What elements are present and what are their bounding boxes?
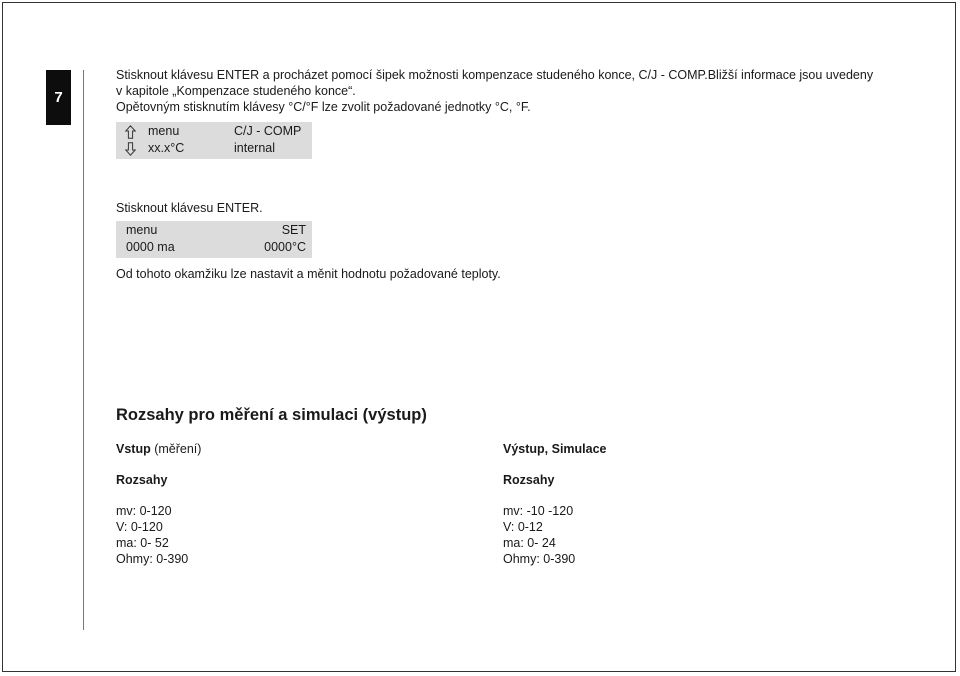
output-column-header: Výstup, Simulace bbox=[503, 442, 607, 456]
range-item: mv: -10 -120 bbox=[503, 504, 574, 518]
range-item: Ohmy: 0-390 bbox=[116, 552, 189, 566]
output-subheader: Rozsahy bbox=[503, 473, 555, 487]
input-ranges-column bbox=[116, 441, 201, 567]
page-number: 7 bbox=[54, 89, 63, 106]
display-current: 0000 ma bbox=[126, 240, 175, 254]
intro-line-3: Opětovným stisknutím klávesy °C/°F lze zvolit požadované jednotky °C, °F. bbox=[116, 100, 531, 114]
display-label-menu: menu bbox=[148, 124, 180, 138]
display-label-menu: menu bbox=[126, 223, 158, 237]
range-item: ma: 0- 52 bbox=[116, 536, 169, 550]
range-item: ma: 0- 24 bbox=[503, 536, 556, 550]
intro-line-1: Stisknout klávesu ENTER a procházet pomocí šipek možnosti kompenzace studeného konce, C/J - COMP.Bližší informace jsou uvedeny bbox=[116, 68, 874, 82]
range-item: V: 0-12 bbox=[503, 520, 543, 534]
range-item: V: 0-120 bbox=[116, 520, 163, 534]
display-value-set: SET bbox=[281, 223, 306, 237]
input-header-bold: Vstup bbox=[116, 442, 151, 456]
step-note: Od tohoto okamžiku lze nastavit a měnit hodnotu požadované teploty. bbox=[116, 267, 501, 281]
display-row bbox=[116, 140, 312, 157]
margin-rule bbox=[83, 70, 84, 630]
display-row bbox=[116, 222, 312, 239]
arrow-down-icon bbox=[125, 142, 136, 156]
input-subheader: Rozsahy bbox=[116, 473, 168, 487]
display-row bbox=[116, 239, 312, 256]
page-number-tab bbox=[46, 70, 71, 125]
display-value-source: internal bbox=[234, 141, 275, 155]
step-text: Stisknout klávesu ENTER. bbox=[116, 201, 263, 215]
input-column-header bbox=[116, 441, 201, 457]
display-temperature: 0000°C bbox=[264, 240, 306, 254]
display-temperature: xx.x°C bbox=[148, 141, 185, 155]
display-cj-comp bbox=[116, 122, 312, 159]
intro-line-2: v kapitole „Kompenzace studeného konce“. bbox=[116, 84, 356, 98]
input-header-rest: (měření) bbox=[150, 442, 202, 456]
display-set bbox=[116, 221, 312, 258]
arrow-up-icon bbox=[125, 125, 136, 139]
display-row bbox=[116, 123, 312, 140]
range-item: Ohmy: 0-390 bbox=[503, 552, 576, 566]
range-item: mv: 0-120 bbox=[116, 504, 172, 518]
display-value-mode: C/J - COMP bbox=[234, 124, 302, 138]
ranges-heading: Rozsahy pro měření a simulaci (výstup) bbox=[116, 406, 427, 424]
output-ranges-column bbox=[503, 441, 607, 567]
